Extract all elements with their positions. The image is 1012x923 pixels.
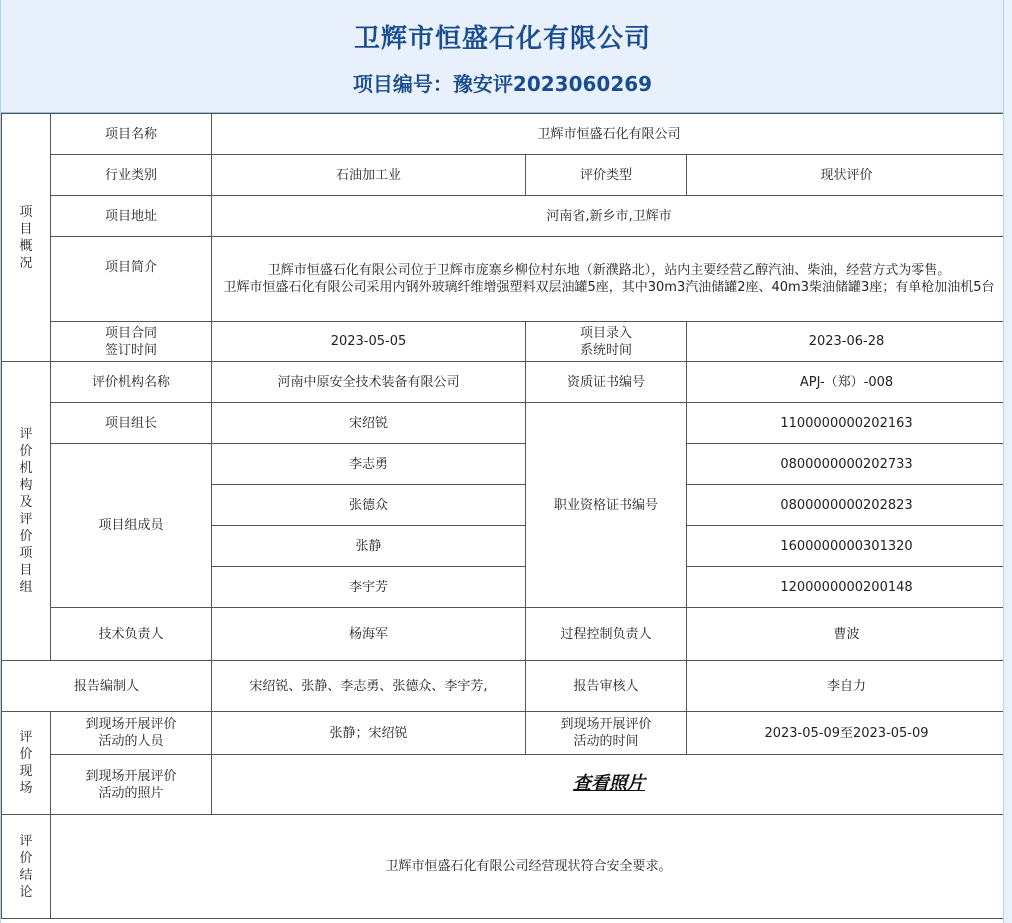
agency-section-label: 评 价 机 构 及 评 价 项 目 组 [2, 362, 51, 661]
site-section-label: 评 价 现 场 [2, 712, 51, 815]
project-name-value: 卫辉市恒盛石化有限公司 [212, 114, 1005, 155]
member-name: 李宇芳 [212, 567, 526, 608]
industry-value: 石油加工业 [212, 155, 526, 196]
overview-section-label: 项 目 概 况 [2, 114, 51, 362]
compiler-label: 报告编制人 [2, 661, 212, 712]
cert-number: 0800000000202823 [687, 485, 1005, 526]
eval-type-label: 评价类型 [526, 155, 687, 196]
industry-label: 行业类别 [51, 155, 212, 196]
compiler-value: 宋绍锐、张静、李志勇、张德众、李宇芳, [212, 661, 526, 712]
process-lead-label: 过程控制负责人 [526, 608, 687, 661]
site-photo-cell [212, 755, 1005, 815]
reviewer-value: 李自力 [687, 661, 1005, 712]
cert-label: 资质证书编号 [526, 362, 687, 403]
members-label: 项目组成员 [51, 444, 212, 608]
intro-line-1: 卫辉市恒盛石化有限公司位于卫辉市庞寨乡柳位村东地（新濮路北），站内主要经营乙醇汽油、柴油，经营方式为零售。 [267, 263, 951, 278]
address-value: 河南省,新乡市,卫辉市 [212, 196, 1005, 237]
site-people-label: 到现场开展评价 活动的人员 [51, 712, 212, 755]
contract-time-label: 项目合同 签订时间 [51, 322, 212, 362]
leader-label: 项目组长 [51, 403, 212, 444]
cert-number: 0800000000202733 [687, 444, 1005, 485]
intro-line-2: 卫辉市恒盛石化有限公司采用内钢外玻璃纤维增强塑料双层油罐5座，其中30m3汽油储罐2座、40m3柴油储罐3座；有单枪加油机5台 [223, 280, 995, 295]
eval-type-value: 现状评价 [687, 155, 1005, 196]
reviewer-label: 报告审核人 [526, 661, 687, 712]
page-right-edge [1003, 0, 1004, 923]
intro-value [212, 237, 1005, 322]
project-number: 项目编号：豫安评2023060269 [352, 72, 653, 96]
conclusion-text: 卫辉市恒盛石化有限公司经营现状符合安全要求。 [51, 815, 1005, 919]
cert-number: 1600000000301320 [687, 526, 1005, 567]
site-photo-label: 到现场开展评价 活动的照片 [51, 755, 212, 815]
org-label: 评价机构名称 [51, 362, 212, 403]
org-value: 河南中原安全技术装备有限公司 [212, 362, 526, 403]
page-header [1, 0, 1004, 113]
qualification-label: 职业资格证书编号 [526, 403, 687, 608]
leader-name: 宋绍锐 [212, 403, 526, 444]
project-info-table [1, 113, 1004, 919]
member-name: 张静 [212, 526, 526, 567]
tech-lead-value: 杨海军 [212, 608, 526, 661]
cert-number: 1100000000202163 [687, 403, 1005, 444]
site-time-value: 2023-05-09至2023-05-09 [687, 712, 1005, 755]
entry-time-value: 2023-06-28 [687, 322, 1005, 362]
company-title: 卫辉市恒盛石化有限公司 [353, 24, 651, 54]
cert-value: APJ-（郑）-008 [687, 362, 1005, 403]
site-time-label: 到现场开展评价 活动的时间 [526, 712, 687, 755]
contract-time-value: 2023-05-05 [212, 322, 526, 362]
project-name-label: 项目名称 [51, 114, 212, 155]
conclusion-section-label: 评 价 结 论 [2, 815, 51, 919]
entry-time-label: 项目录入 系统时间 [526, 322, 687, 362]
intro-label: 项目简介 [51, 237, 212, 322]
tech-lead-label: 技术负责人 [51, 608, 212, 661]
address-label: 项目地址 [51, 196, 212, 237]
member-name: 张德众 [212, 485, 526, 526]
member-name: 李志勇 [212, 444, 526, 485]
site-people-value: 张静；宋绍锐 [212, 712, 526, 755]
process-lead-value: 曹波 [687, 608, 1005, 661]
cert-number: 1200000000200148 [687, 567, 1005, 608]
view-photos-link[interactable]: 查看照片 [573, 773, 645, 794]
